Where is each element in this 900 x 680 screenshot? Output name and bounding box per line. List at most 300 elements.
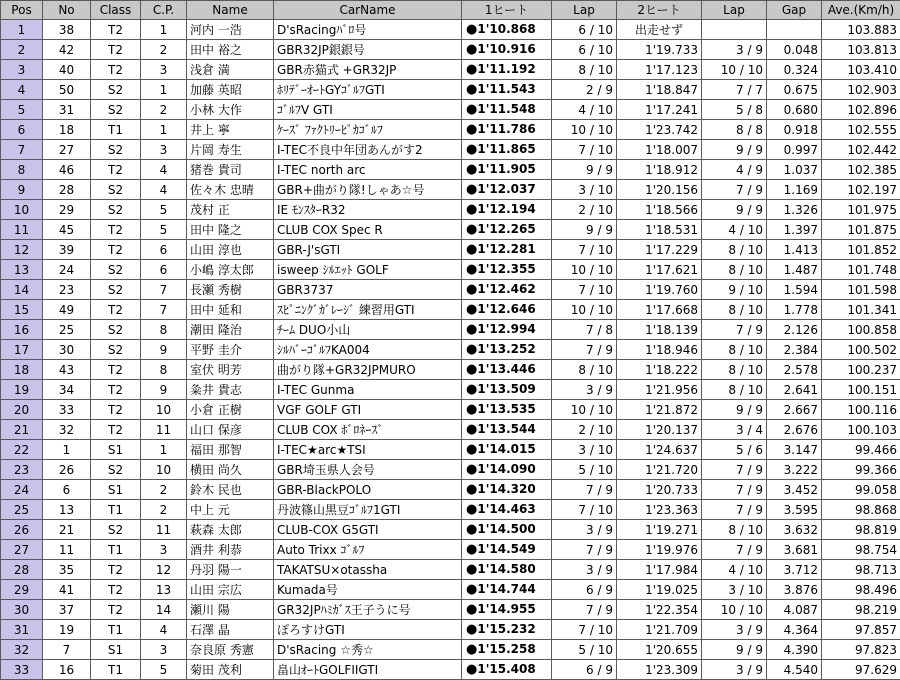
best-time-marker: ● <box>466 542 478 557</box>
header-name: Name <box>187 1 274 20</box>
heat2-lap-cell: 8 / 10 <box>702 380 767 400</box>
class-position-cell: 7 <box>141 280 187 300</box>
heat1-time-cell <box>462 200 552 220</box>
pos-cell: 22 <box>1 440 43 460</box>
average-speed-cell: 98.819 <box>822 520 900 540</box>
heat1-time-cell <box>462 80 552 100</box>
driver-name-cell: 山口 保彦 <box>187 420 274 440</box>
heat1-lap-cell: 7 / 9 <box>552 480 617 500</box>
number-cell: 30 <box>43 340 91 360</box>
car-name-cell: GR32JPﾊﾐｶﾞｽ王子うに号 <box>274 600 462 620</box>
car-name-cell: GBR埼玉県人会号 <box>274 460 462 480</box>
heat1-lap-cell: 9 / 9 <box>552 220 617 240</box>
pos-cell: 25 <box>1 500 43 520</box>
table-row <box>1 500 900 520</box>
class-position-cell: 4 <box>141 180 187 200</box>
pos-cell: 24 <box>1 480 43 500</box>
heat1-lap-cell: 7 / 10 <box>552 140 617 160</box>
class-position-cell: 9 <box>141 380 187 400</box>
heat2-time-cell: 1'17.984 <box>617 560 702 580</box>
driver-name-cell: 片岡 寿生 <box>187 140 274 160</box>
best-time-marker: ● <box>466 562 478 577</box>
heat2-lap-cell: 9 / 9 <box>702 640 767 660</box>
header-gap: Gap <box>767 1 822 20</box>
class-position-cell: 12 <box>141 560 187 580</box>
gap-cell: 3.876 <box>767 580 822 600</box>
number-cell: 21 <box>43 520 91 540</box>
pos-cell: 2 <box>1 40 43 60</box>
heat2-time-cell: 1'19.760 <box>617 280 702 300</box>
pos-cell: 23 <box>1 460 43 480</box>
number-cell: 35 <box>43 560 91 580</box>
heat1-time-cell <box>462 180 552 200</box>
heat1-time-cell <box>462 340 552 360</box>
number-cell: 24 <box>43 260 91 280</box>
heat1-time: 1'14.744 <box>477 582 536 596</box>
heat2-time-cell: 1'21.872 <box>617 400 702 420</box>
average-speed-cell: 99.366 <box>822 460 900 480</box>
average-speed-cell: 100.151 <box>822 380 900 400</box>
heat2-time-cell: 1'21.720 <box>617 460 702 480</box>
car-name-cell: 畠山ｵｰﾄGOLFIIGTI <box>274 660 462 680</box>
class-position-cell: 9 <box>141 340 187 360</box>
class-position-cell: 10 <box>141 460 187 480</box>
header-pos: Pos <box>1 1 43 20</box>
heat2-lap-cell: 7 / 9 <box>702 460 767 480</box>
heat2-time-cell: 1'23.742 <box>617 120 702 140</box>
car-name-cell: ｹｰｽﾞ ﾌｧｸﾄﾘｰﾋﾟｶｺﾞﾙﾌ <box>274 120 462 140</box>
table-row <box>1 280 900 300</box>
best-time-marker: ● <box>466 282 478 297</box>
heat1-lap-cell: 10 / 10 <box>552 120 617 140</box>
class-cell: S2 <box>91 180 141 200</box>
gap-cell: 0.048 <box>767 40 822 60</box>
pos-cell: 3 <box>1 60 43 80</box>
heat1-time: 1'13.544 <box>477 422 536 436</box>
best-time-marker: ● <box>466 202 478 217</box>
car-name-cell: CLUB COX Spec R <box>274 220 462 240</box>
table-row <box>1 320 900 340</box>
best-time-marker: ● <box>466 582 478 597</box>
pos-cell: 29 <box>1 580 43 600</box>
table-row <box>1 240 900 260</box>
gap-cell: 3.595 <box>767 500 822 520</box>
driver-name-cell: 福田 那智 <box>187 440 274 460</box>
class-position-cell: 4 <box>141 160 187 180</box>
gap-cell: 3.147 <box>767 440 822 460</box>
heat2-lap-cell: 7 / 9 <box>702 180 767 200</box>
best-time-marker: ● <box>466 382 478 397</box>
pos-cell: 16 <box>1 320 43 340</box>
pos-cell: 17 <box>1 340 43 360</box>
heat1-time-cell <box>462 520 552 540</box>
heat2-time-cell: 1'18.847 <box>617 80 702 100</box>
number-cell: 29 <box>43 200 91 220</box>
driver-name-cell: 粂井 貴志 <box>187 380 274 400</box>
average-speed-cell: 97.857 <box>822 620 900 640</box>
heat1-time-cell <box>462 160 552 180</box>
average-speed-cell: 98.754 <box>822 540 900 560</box>
best-time-marker: ● <box>466 222 478 237</box>
class-cell: S2 <box>91 320 141 340</box>
car-name-cell: CLUB-COX G5GTI <box>274 520 462 540</box>
class-cell: S2 <box>91 460 141 480</box>
class-position-cell: 13 <box>141 580 187 600</box>
best-time-marker: ● <box>466 242 478 257</box>
heat2-time-cell: 1'17.229 <box>617 240 702 260</box>
heat2-time-cell: 1'20.733 <box>617 480 702 500</box>
heat2-lap-cell: 10 / 10 <box>702 600 767 620</box>
class-cell: S1 <box>91 480 141 500</box>
table-row <box>1 420 900 440</box>
car-name-cell: ｽﾋﾟﾆﾝｸﾞｶﾞﾚｰｼﾞ 練習用GTI <box>274 300 462 320</box>
heat1-lap-cell: 3 / 10 <box>552 180 617 200</box>
class-position-cell: 3 <box>141 540 187 560</box>
class-position-cell: 1 <box>141 80 187 100</box>
heat1-time-cell <box>462 320 552 340</box>
average-speed-cell: 99.058 <box>822 480 900 500</box>
heat1-lap-cell: 7 / 10 <box>552 620 617 640</box>
car-name-cell: VGF GOLF GTI <box>274 400 462 420</box>
class-position-cell: 2 <box>141 480 187 500</box>
heat2-lap-cell: 9 / 9 <box>702 400 767 420</box>
class-position-cell: 6 <box>141 240 187 260</box>
gap-cell <box>767 20 822 40</box>
class-cell: T2 <box>91 240 141 260</box>
heat1-time: 1'14.580 <box>477 562 536 576</box>
car-name-cell: I-TEC Gunma <box>274 380 462 400</box>
heat2-time-cell: 1'18.139 <box>617 320 702 340</box>
car-name-cell: I-TEC north arc <box>274 160 462 180</box>
class-position-cell: 1 <box>141 20 187 40</box>
heat1-time: 1'11.543 <box>477 82 536 96</box>
average-speed-cell: 101.975 <box>822 200 900 220</box>
heat1-time: 1'12.037 <box>477 182 536 196</box>
heat1-time: 1'15.232 <box>477 622 536 636</box>
average-speed-cell: 100.237 <box>822 360 900 380</box>
heat1-time-cell <box>462 500 552 520</box>
number-cell: 50 <box>43 80 91 100</box>
best-time-marker: ● <box>466 622 478 637</box>
heat1-lap-cell: 6 / 10 <box>552 20 617 40</box>
best-time-marker: ● <box>466 62 478 77</box>
class-cell: T2 <box>91 300 141 320</box>
class-position-cell: 11 <box>141 420 187 440</box>
driver-name-cell: 山田 宗広 <box>187 580 274 600</box>
gap-cell: 2.676 <box>767 420 822 440</box>
average-speed-cell: 101.598 <box>822 280 900 300</box>
class-position-cell: 3 <box>141 640 187 660</box>
table-row <box>1 380 900 400</box>
pos-cell: 33 <box>1 660 43 680</box>
car-name-cell: D'sRacing ☆秀☆ <box>274 640 462 660</box>
gap-cell: 0.918 <box>767 120 822 140</box>
average-speed-cell: 103.883 <box>822 20 900 40</box>
best-time-marker: ● <box>466 142 478 157</box>
heat1-time-cell <box>462 480 552 500</box>
gap-cell: 2.126 <box>767 320 822 340</box>
driver-name-cell: 横田 尚久 <box>187 460 274 480</box>
gap-cell: 0.324 <box>767 60 822 80</box>
heat2-time-cell: 1'20.156 <box>617 180 702 200</box>
heat2-time-cell: 1'20.137 <box>617 420 702 440</box>
heat1-lap-cell: 10 / 10 <box>552 300 617 320</box>
gap-cell: 2.641 <box>767 380 822 400</box>
table-row <box>1 120 900 140</box>
average-speed-cell: 103.813 <box>822 40 900 60</box>
heat1-lap-cell: 2 / 9 <box>552 80 617 100</box>
heat1-lap-cell: 3 / 9 <box>552 560 617 580</box>
number-cell: 1 <box>43 440 91 460</box>
number-cell: 13 <box>43 500 91 520</box>
table-row <box>1 200 900 220</box>
number-cell: 45 <box>43 220 91 240</box>
heat1-time: 1'15.258 <box>477 642 536 656</box>
table-row <box>1 620 900 640</box>
average-speed-cell: 101.748 <box>822 260 900 280</box>
average-speed-cell: 97.629 <box>822 660 900 680</box>
car-name-cell: GBR32JP銀銀号 <box>274 40 462 60</box>
heat1-time-cell <box>462 440 552 460</box>
table-row <box>1 560 900 580</box>
class-cell: S2 <box>91 520 141 540</box>
class-position-cell: 8 <box>141 360 187 380</box>
heat1-time-cell <box>462 300 552 320</box>
heat1-time-cell <box>462 40 552 60</box>
table-row <box>1 540 900 560</box>
class-position-cell: 1 <box>141 120 187 140</box>
number-cell: 41 <box>43 580 91 600</box>
class-cell: T2 <box>91 60 141 80</box>
heat1-time: 1'14.549 <box>477 542 536 556</box>
class-position-cell: 2 <box>141 100 187 120</box>
class-cell: S2 <box>91 140 141 160</box>
table-row <box>1 300 900 320</box>
driver-name-cell: 酒井 利恭 <box>187 540 274 560</box>
pos-cell: 9 <box>1 180 43 200</box>
class-position-cell: 5 <box>141 220 187 240</box>
driver-name-cell: 浅倉 満 <box>187 60 274 80</box>
heat1-lap-cell: 7 / 8 <box>552 320 617 340</box>
heat2-time-cell: 1'23.363 <box>617 500 702 520</box>
pos-cell: 21 <box>1 420 43 440</box>
heat1-time: 1'10.916 <box>477 42 536 56</box>
table-row <box>1 600 900 620</box>
best-time-marker: ● <box>466 642 478 657</box>
heat1-time-cell <box>462 380 552 400</box>
class-position-cell: 1 <box>141 440 187 460</box>
heat1-lap-cell: 6 / 10 <box>552 40 617 60</box>
gap-cell: 4.390 <box>767 640 822 660</box>
pos-cell: 8 <box>1 160 43 180</box>
best-time-marker: ● <box>466 102 478 117</box>
heat2-lap-cell: 8 / 10 <box>702 260 767 280</box>
number-cell: 16 <box>43 660 91 680</box>
heat1-time: 1'14.463 <box>477 502 536 516</box>
best-time-marker: ● <box>466 502 478 517</box>
table-row <box>1 400 900 420</box>
car-name-cell: TAKATSU×otassha <box>274 560 462 580</box>
class-cell: T2 <box>91 600 141 620</box>
heat2-time-cell: 1'18.222 <box>617 360 702 380</box>
class-cell: S1 <box>91 440 141 460</box>
pos-cell: 11 <box>1 220 43 240</box>
heat2-time-cell: 1'17.123 <box>617 60 702 80</box>
number-cell: 32 <box>43 420 91 440</box>
heat1-lap-cell: 9 / 9 <box>552 160 617 180</box>
gap-cell: 0.997 <box>767 140 822 160</box>
heat1-time: 1'14.090 <box>477 462 536 476</box>
driver-name-cell: 河内 一浩 <box>187 20 274 40</box>
heat2-time-cell: 1'18.566 <box>617 200 702 220</box>
pos-cell: 27 <box>1 540 43 560</box>
heat2-lap-cell: 3 / 10 <box>702 580 767 600</box>
average-speed-cell: 102.903 <box>822 80 900 100</box>
table-row <box>1 360 900 380</box>
driver-name-cell: 加藤 英昭 <box>187 80 274 100</box>
class-cell: S2 <box>91 80 141 100</box>
heat1-lap-cell: 3 / 9 <box>552 520 617 540</box>
heat2-time-cell: 1'17.621 <box>617 260 702 280</box>
pos-cell: 30 <box>1 600 43 620</box>
heat1-time-cell <box>462 460 552 480</box>
number-cell: 25 <box>43 320 91 340</box>
header-class: Class <box>91 1 141 20</box>
gap-cell: 3.712 <box>767 560 822 580</box>
heat2-lap-cell: 3 / 4 <box>702 420 767 440</box>
gap-cell: 0.675 <box>767 80 822 100</box>
heat1-lap-cell: 7 / 9 <box>552 540 617 560</box>
heat2-lap-cell: 9 / 9 <box>702 200 767 220</box>
heat2-lap-cell: 9 / 9 <box>702 140 767 160</box>
pos-cell: 10 <box>1 200 43 220</box>
heat1-time-cell <box>462 140 552 160</box>
number-cell: 43 <box>43 360 91 380</box>
best-time-marker: ● <box>466 482 478 497</box>
car-name-cell: GBR赤猫式 +GR32JP <box>274 60 462 80</box>
heat2-lap-cell: 8 / 10 <box>702 360 767 380</box>
gap-cell: 1.778 <box>767 300 822 320</box>
class-cell: T2 <box>91 160 141 180</box>
number-cell: 42 <box>43 40 91 60</box>
car-name-cell: Auto Trixx ｺﾞﾙﾌ <box>274 540 462 560</box>
heat1-time-cell <box>462 400 552 420</box>
heat1-time-cell <box>462 100 552 120</box>
table-row <box>1 100 900 120</box>
heat2-lap-cell <box>702 20 767 40</box>
car-name-cell: GBR3737 <box>274 280 462 300</box>
best-time-marker: ● <box>466 522 478 537</box>
pos-cell: 14 <box>1 280 43 300</box>
car-name-cell: ｺﾞﾙﾌV GTI <box>274 100 462 120</box>
heat1-lap-cell: 4 / 10 <box>552 100 617 120</box>
heat1-time: 1'12.646 <box>477 302 536 316</box>
class-position-cell: 6 <box>141 260 187 280</box>
heat2-time-cell: 1'21.956 <box>617 380 702 400</box>
average-speed-cell: 102.442 <box>822 140 900 160</box>
driver-name-cell: 萩森 太郎 <box>187 520 274 540</box>
car-name-cell: 曲がり隊+GR32JPMURO <box>274 360 462 380</box>
table-row <box>1 20 900 40</box>
heat2-time-cell: 1'21.709 <box>617 620 702 640</box>
heat1-time-cell <box>462 280 552 300</box>
heat1-time: 1'11.192 <box>477 62 536 76</box>
heat2-lap-cell: 3 / 9 <box>702 40 767 60</box>
gap-cell: 1.169 <box>767 180 822 200</box>
class-position-cell: 2 <box>141 40 187 60</box>
heat2-lap-cell: 5 / 8 <box>702 100 767 120</box>
best-time-marker: ● <box>466 402 478 417</box>
heat1-time: 1'13.252 <box>477 342 536 356</box>
class-position-cell: 2 <box>141 500 187 520</box>
table-row <box>1 520 900 540</box>
table-row <box>1 60 900 80</box>
heat2-lap-cell: 7 / 7 <box>702 80 767 100</box>
driver-name-cell: 菊田 茂利 <box>187 660 274 680</box>
driver-name-cell: 潮田 隆治 <box>187 320 274 340</box>
car-name-cell: D'sRacingﾊﾞﾛ号 <box>274 20 462 40</box>
car-name-cell: ぽろすけGTI <box>274 620 462 640</box>
best-time-marker: ● <box>466 162 478 177</box>
class-cell: T1 <box>91 120 141 140</box>
average-speed-cell: 103.410 <box>822 60 900 80</box>
class-cell: S2 <box>91 340 141 360</box>
pos-cell: 13 <box>1 260 43 280</box>
average-speed-cell: 102.385 <box>822 160 900 180</box>
heat1-lap-cell: 5 / 10 <box>552 460 617 480</box>
pos-cell: 20 <box>1 400 43 420</box>
average-speed-cell: 98.496 <box>822 580 900 600</box>
class-position-cell: 8 <box>141 320 187 340</box>
class-cell: T1 <box>91 660 141 680</box>
table-row <box>1 140 900 160</box>
class-cell: T1 <box>91 500 141 520</box>
number-cell: 27 <box>43 140 91 160</box>
pos-cell: 31 <box>1 620 43 640</box>
class-position-cell: 5 <box>141 200 187 220</box>
heat1-time: 1'12.265 <box>477 222 536 236</box>
class-cell: T1 <box>91 620 141 640</box>
car-name-cell: CLUB COX ﾎﾞﾛﾈｰｽﾞ <box>274 420 462 440</box>
average-speed-cell: 102.555 <box>822 120 900 140</box>
heat1-time-cell <box>462 660 552 680</box>
number-cell: 7 <box>43 640 91 660</box>
heat2-lap-cell: 8 / 10 <box>702 340 767 360</box>
driver-name-cell: 茂村 正 <box>187 200 274 220</box>
heat2-time-cell: 1'22.354 <box>617 600 702 620</box>
best-time-marker: ● <box>466 122 478 137</box>
table-row <box>1 260 900 280</box>
class-position-cell: 4 <box>141 620 187 640</box>
heat1-time-cell <box>462 360 552 380</box>
heat1-time: 1'14.500 <box>477 522 536 536</box>
heat1-lap-cell: 8 / 10 <box>552 60 617 80</box>
car-name-cell: GBR-BlackPOLO <box>274 480 462 500</box>
heat1-lap-cell: 6 / 9 <box>552 660 617 680</box>
class-cell: T2 <box>91 40 141 60</box>
gap-cell: 1.594 <box>767 280 822 300</box>
average-speed-cell: 97.823 <box>822 640 900 660</box>
driver-name-cell: 石澤 晶 <box>187 620 274 640</box>
driver-name-cell: 井上 寧 <box>187 120 274 140</box>
class-cell: T2 <box>91 380 141 400</box>
average-speed-cell: 100.103 <box>822 420 900 440</box>
best-time-marker: ● <box>466 362 478 377</box>
header-row <box>1 1 900 20</box>
heat1-time-cell <box>462 20 552 40</box>
header-lap2: Lap <box>702 1 767 20</box>
header-cp: C.P. <box>141 1 187 20</box>
